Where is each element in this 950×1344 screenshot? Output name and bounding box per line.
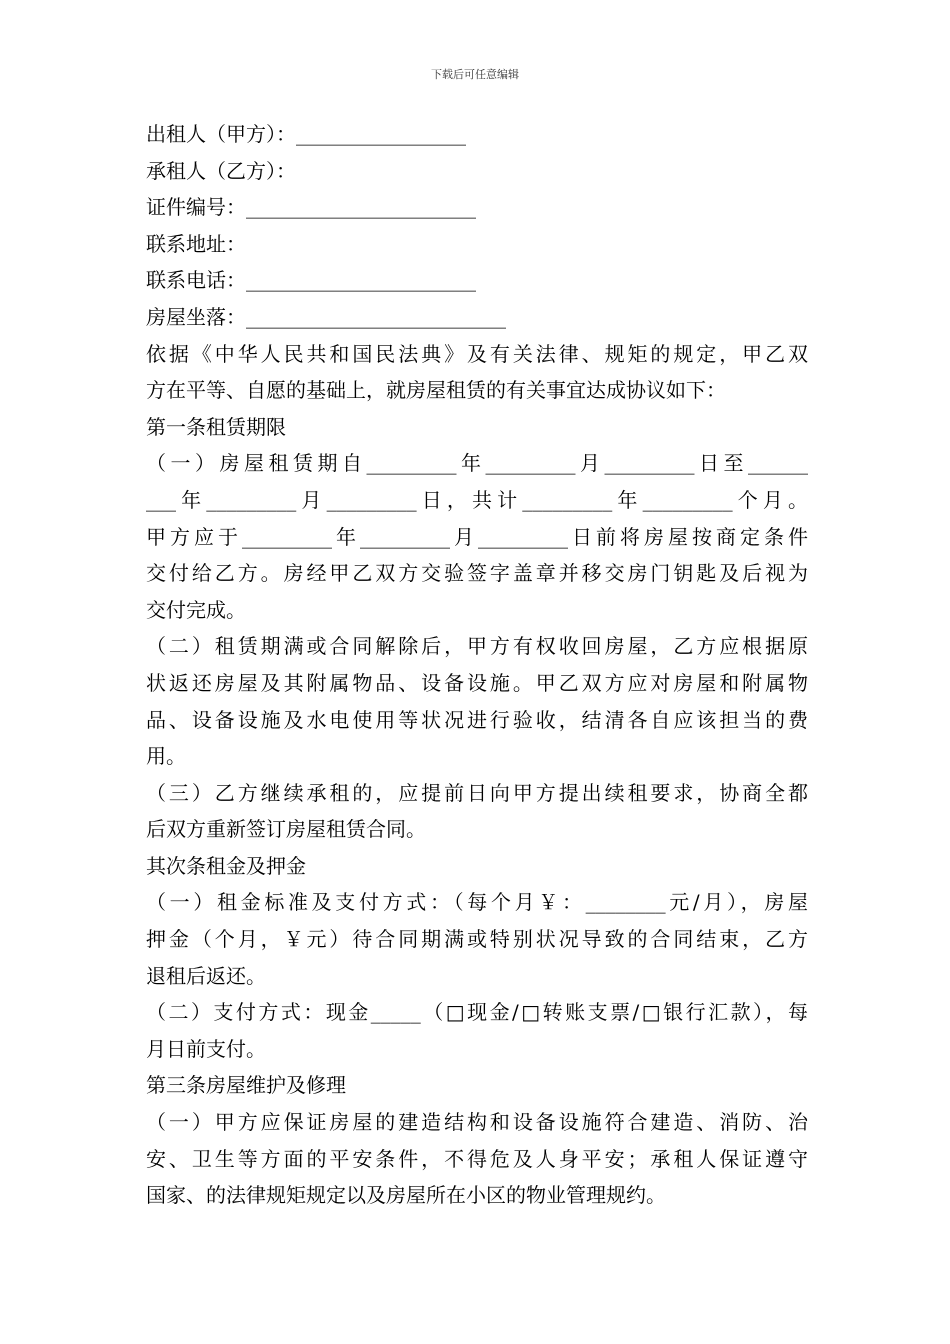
clause-line: 甲方应于_________年_________月_________日前将房屋按商定条件 [146,524,808,549]
article-heading: 其次条租金及押金 [146,853,306,878]
clause-line: 交付给乙方。房经甲乙双方交验签字盖章并移交房门钥匙及后视为 [146,561,808,586]
clause-line: （二）租赁期满或合同解除后，甲方有权收回房屋，乙方应根据原 [146,634,808,659]
clause-line: （一）甲方应保证房屋的建造结构和设备设施符合建造、消防、治 [146,1110,808,1135]
id-number-line: 证件编号：_______________________ [146,195,476,220]
lessor-line: 出租人（甲方）：_________________ [146,122,466,146]
phone-line: 联系电话：_______________________ [146,268,476,293]
clause-line: （一）房屋租赁期自_________年_________月_________日至______ [146,451,808,476]
contract-body [146,116,808,1214]
clause-line: 月日前支付。 [146,1036,266,1061]
clause-line: 品、设备设施及水电使用等状况进行验收，结清各自应该担当的费 [146,707,808,732]
clause-line: 状返还房屋及其附属物品、设备设施。甲乙双方应对房屋和附属物 [146,670,808,695]
header-note: 下载后可任意编辑 [431,68,519,81]
clause-line: 后双方重新签订房屋租赁合同。 [146,817,426,842]
clause-line: 安、卫生等方面的平安条件，不得危及人身平安；承租人保证遵守 [146,1146,808,1171]
clause-line: 退租后返还。 [146,963,266,988]
clause-line: ___年_________月_________日，共计_________年_________个月。 [146,487,808,512]
clause-line: 国家、的法律规矩规定以及房屋所在小区的物业管理规约。 [146,1183,666,1208]
address-line: 联系地址： [146,231,246,256]
lessee-line: 承租人（乙方）： [146,158,296,183]
clause-line: 交付完成。 [146,597,246,622]
article-heading: 第一条租赁期限 [146,414,286,439]
property-location-line: 房屋坐落：__________________________ [146,304,506,329]
clause-line: 押金（个月，￥元）待合同期满或特别状况导致的合同结束，乙方 [146,927,808,952]
article-heading: 第三条房屋维护及修理 [146,1073,346,1098]
preamble-line: 方在平等、自愿的基础上，就房屋租赁的有关事宜达成协议如下： [146,378,726,403]
clause-line: （二）支付方式：现金_____（□现金/□转账支票/□银行汇款），每 [146,1000,808,1025]
clause-line: （一）租金标准及支付方式：（每个月￥：________元/月），房屋 [146,890,808,915]
preamble-line: 依据《中华人民共和国民法典》及有关法律、规矩的规定，甲乙双 [146,341,808,366]
clause-line: （三）乙方继续承租的，应提前日向甲方提出续租要求，协商全都 [146,780,808,805]
clause-line: 用。 [146,744,186,769]
